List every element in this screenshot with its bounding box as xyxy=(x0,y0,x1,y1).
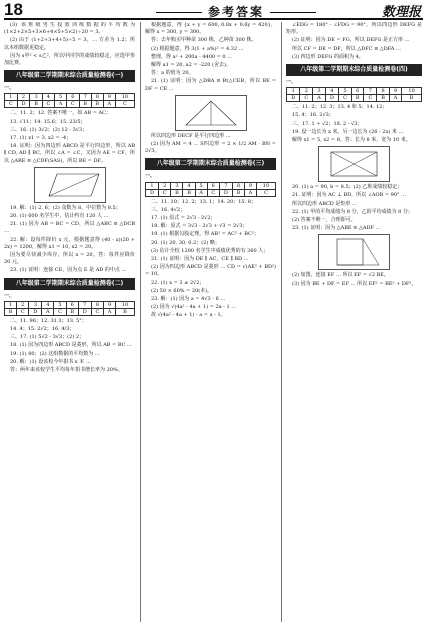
table-cell: D xyxy=(17,101,30,108)
table-cell: 8 xyxy=(232,182,244,189)
answer-text: 20. 解：(1) 设该校今年捐书 x 本 … xyxy=(10,358,91,365)
answer-text: 二、11. 2；12. 3；13. 4 和 5；14. 12； xyxy=(292,104,388,111)
answer-text: 因为 s甲² < s乙²，所以甲同学的成绩较稳定，应选甲参加比赛。 xyxy=(4,52,135,67)
table-cell: 6 xyxy=(351,88,364,95)
table-cell: B xyxy=(171,189,183,196)
brand-logo: 数理报 xyxy=(381,5,421,20)
geometry-figure xyxy=(34,167,106,203)
table-cell: A xyxy=(195,189,207,196)
column-1 xyxy=(4,22,135,622)
answer-text: 三、16. (1) 3√2；(2) 12 - 3√3； xyxy=(10,126,88,133)
answer-text: 三、17. (1) 5√2 - 3√3；(2) 2； xyxy=(10,334,85,341)
answer-text: (3) 四边形 DEFG 的面积为 4。 xyxy=(292,53,364,60)
table-cell: A xyxy=(313,95,325,102)
table-cell: C xyxy=(67,101,80,108)
answer-text: 20. (1) 600 名学生中，估计约有 120 人 … xyxy=(10,213,109,220)
answer-text: 15. 4；16. 2√3； xyxy=(292,112,334,119)
table-cell: B xyxy=(183,189,195,196)
table-cell: C xyxy=(115,101,134,108)
table-cell: 6 xyxy=(67,94,80,101)
table-cell: 4 xyxy=(42,301,54,308)
column-2 xyxy=(145,22,276,622)
answer-text: 17. (1) x1 = 3, x2 = -4； xyxy=(10,135,72,142)
table-cell: 5 xyxy=(54,301,66,308)
table-cell: 2 xyxy=(300,88,313,95)
answer-text: 解得 x1 = 5, x2 = 8。答：长为 8 米，宽为 10 米。 xyxy=(292,137,411,144)
answer-text: (2) 因为 √(4a² - 4a + 1) = 2a - 1 … xyxy=(151,304,237,311)
table-cell: 1 xyxy=(5,301,17,308)
answer-text: 所以 CF = DE = DF，所以 △DFC ≅ △DFA … xyxy=(292,45,401,52)
table-cell: D xyxy=(287,95,300,102)
answer-text: (3) 估计全校 1200 名学生中成绩优秀的有 360 人； xyxy=(151,247,269,254)
table-cell: 7 xyxy=(364,88,377,95)
answer-text: 23. (1) 证明：连接 CE，因为点 E 是 AD 的中点 … xyxy=(10,267,127,274)
table-cell: B xyxy=(232,189,244,196)
table-cell: B xyxy=(91,101,103,108)
table-cell: B xyxy=(351,95,364,102)
table-row xyxy=(146,182,276,189)
table-cell: 4 xyxy=(42,94,55,101)
answer-text: 21. (1) 因为 AB = BC = CD，所以 △ABC ≌ △DCB … xyxy=(4,221,135,235)
table-cell: 10 xyxy=(115,301,134,308)
table-cell: 3 xyxy=(171,182,183,189)
table-cell: A xyxy=(244,189,256,196)
table-cell: C xyxy=(54,308,66,315)
table-cell: 6 xyxy=(207,182,219,189)
answer-text: (2) 如图，连接 EF … 所以 EF = √2 BE。 xyxy=(292,272,389,279)
answer-text: (3) 因为 BE + DF = EF … 所以 EF² = BE² + DF²。 xyxy=(292,280,417,287)
table-cell: 4 xyxy=(183,182,195,189)
table-cell: 7 xyxy=(219,182,232,189)
table-row xyxy=(146,189,276,196)
answer-text: 17. (1) 原式 = 2√3 - 2√2； xyxy=(151,215,216,222)
table-row xyxy=(287,95,422,102)
table-cell: C xyxy=(364,95,377,102)
table-cell: 9 xyxy=(389,88,401,95)
section-banner: 八年级第二学期期末综合质量检测卷(三) xyxy=(145,158,276,170)
table-cell: A xyxy=(389,95,401,102)
table-cell: B xyxy=(402,95,422,102)
answer-text: (3) 该班级男生投篮训练数据的平均数为 (1×2+2×5+3×6+4×5+5×2)÷20 = 3。 xyxy=(4,22,135,36)
answer-text: 19. 解：(1) 2, 6；(2) 众数为 8，中位数为 8.5； xyxy=(10,204,121,211)
table-cell: D xyxy=(146,189,159,196)
answer-text: (2) 证明：因为 DE = FG，所以 DEFG 是正方形 … xyxy=(292,37,410,44)
column-divider xyxy=(140,22,141,622)
answer-text: 14. 4；15. 2√2；16. 4/3； xyxy=(10,326,75,333)
table-cell: 8 xyxy=(377,88,390,95)
table-cell: 1 xyxy=(5,94,18,101)
table-cell: C xyxy=(91,308,103,315)
table-cell: 3 xyxy=(30,94,42,101)
answer-text: 二、11. 2；12. 答案不唯一，如 AB = AC； xyxy=(10,110,111,117)
table-cell: C xyxy=(17,308,29,315)
table-cell: C xyxy=(5,101,18,108)
answer-text: 19. 设一边长为 x 米，另一边长为 (26 - 2x) 米 … xyxy=(292,128,404,135)
column-divider xyxy=(281,22,282,622)
triangle-figure xyxy=(176,96,246,130)
table-cell: 7 xyxy=(79,94,91,101)
answer-text: 20. (1) a = 90, b = 8.5；(2) 乙班成绩较稳定； xyxy=(292,184,403,191)
answer-text: 20. (1) 20, 30, 0.2；(2) 略； xyxy=(151,239,220,246)
answer-text: 答：去年购买甲种苗 300 株，乙种苗 300 株。 xyxy=(151,37,257,44)
table-cell: A xyxy=(55,101,67,108)
answer-text: 根据题意，得 {x + y = 600, 0.8x + 0.6y = 420}，解得 x = 300, y = 300。 xyxy=(145,22,276,36)
table-cell: A xyxy=(103,101,115,108)
section-banner: 八年级第二学期期末综合质量检测卷(一) xyxy=(4,70,135,82)
answer-text: 23. (1) 证明：因为 △ABE ≅ △ADF … xyxy=(292,225,381,232)
square-figure xyxy=(319,235,389,269)
table-cell: 2 xyxy=(17,94,30,101)
table-cell: 8 xyxy=(91,94,103,101)
table-cell: C xyxy=(256,189,275,196)
section-label: 一、 xyxy=(145,173,156,180)
answer-text: 因为要尽快减少库存，所以 x = 20。答：每件应降价 20 元。 xyxy=(4,252,135,266)
answer-text: (2) 50 × 60% = 20(本)。 xyxy=(151,287,213,294)
answer-text: 18. 解：原式 = 3√3 - 2√3 + √3 = 2√3； xyxy=(151,223,248,230)
table-cell: B xyxy=(79,101,91,108)
answer-text: 19. (1) 根据勾股定理，得 AB² = AC² + BC²； xyxy=(151,231,259,238)
answer-text: (2) 由于 (1+2+3+4+5)÷5 = 3，… 方差为 1.2；所以本组数据更稳定。 xyxy=(4,37,135,51)
answer-table xyxy=(145,182,276,197)
answer-text: 二、11. 10；12. 2；13. 1；14. 20；15. 8； xyxy=(151,198,256,205)
geometry-figure xyxy=(175,95,247,131)
answer-text: 22. 解：设每件降价 x 元，根据题意得 (40 - x)(20 + 2x) = 1200，解得 x1 = 10, x2 = 20。 xyxy=(4,236,135,250)
table-cell: B xyxy=(115,308,134,315)
parallelogram-figure xyxy=(35,168,105,202)
answer-text: 所以四边形 ABCD 是矩形 … xyxy=(292,200,357,207)
answer-table xyxy=(4,301,135,316)
answer-table xyxy=(4,93,135,108)
answer-text: 18. 证明：因为四边形 ABCD 是平行四边形，所以 AB ∥ CD, AD ∥ BC，所以 ∠A = ∠C，又因为 AE = CF，所以 △ABE ≌ △CDF(SAS)，所以 BE = DF。 xyxy=(4,143,135,164)
table-cell: 9 xyxy=(104,301,116,308)
table-cell: A xyxy=(42,308,54,315)
answer-table xyxy=(286,87,422,102)
table-cell: 1 xyxy=(287,88,300,95)
answer-text: 13. √11；14. 15.6；15. 23/5； xyxy=(10,118,86,125)
answer-text: 23. 解：(1) 因为 a = 4√3 - 6 … xyxy=(151,296,226,303)
answer-text: (2) 因为 AM = 4 … S四边形 = 2 × 1/2 AM · BN = 2√3。 xyxy=(145,141,276,155)
table-cell: 9 xyxy=(103,94,115,101)
table-cell: A xyxy=(104,308,116,315)
table-cell: 2 xyxy=(158,182,170,189)
answer-text: ∠EDG = 180° - ∠FDG = 90°，所以四边形 DEFG 是矩形。 xyxy=(286,22,422,36)
table-cell: C xyxy=(207,189,219,196)
table-cell: 3 xyxy=(313,88,325,95)
section-banner: 八年级第二学期期末综合质量检测卷(四) xyxy=(286,64,422,76)
geometry-figure xyxy=(318,234,390,270)
answer-text: (2) 根据题意，得 3(1 + a%)² = 4.32 … xyxy=(151,45,244,52)
table-cell: 7 xyxy=(78,301,91,308)
table-cell: 4 xyxy=(325,88,338,95)
table-cell: 5 xyxy=(195,182,207,189)
table-row xyxy=(5,301,135,308)
answer-text: 答：a 的值为 20。 xyxy=(151,70,194,77)
table-cell: 2 xyxy=(17,301,29,308)
table-cell: B xyxy=(30,101,42,108)
table-cell: 1 xyxy=(146,182,159,189)
table-cell: C xyxy=(158,189,170,196)
answer-text: (2) 答案不唯一，合理即可。 xyxy=(292,217,356,224)
table-cell: 10 xyxy=(402,88,422,95)
answer-text: 19. (1) 80；(2) 这组数据的平均数为 … xyxy=(10,350,100,357)
table-cell: 8 xyxy=(91,301,103,308)
answer-text: 解得 a1 = 20, a2 = -220 (舍去)。 xyxy=(151,62,231,69)
column-3 xyxy=(286,22,422,622)
answer-text: 21. (1) 证明：因为 DE ∥ AC，CE ∥ BD … xyxy=(151,256,249,263)
page-title: 参考答案 xyxy=(150,3,322,20)
answer-text: (2) 因为四边形 ABCD 是菱形 … CD = √(AE² + BD²) = 10。 xyxy=(145,264,276,278)
answer-text: 三、17. 1 + √2；18. 2 - √3； xyxy=(292,120,363,127)
section-label: 一、 xyxy=(4,292,15,299)
answer-text: 22. (1) x = 3 ± 2√2； xyxy=(151,279,205,286)
answer-text: 整理，得 a² + 200a - 4400 = 0 … xyxy=(151,53,233,60)
table-cell: 10 xyxy=(256,182,275,189)
table-cell: D xyxy=(325,95,338,102)
table-cell: 5 xyxy=(339,88,352,95)
answer-text: 22. (1) 甲的平均成绩为 8 分，乙的平均成绩为 8 分； xyxy=(292,208,413,215)
section-banner: 八年级第二学期期末综合质量检测卷(二) xyxy=(4,278,135,290)
page-number: 18 xyxy=(4,0,23,19)
table-cell: B xyxy=(66,308,78,315)
answer-text: 答：两年来该校学生平均每年捐书增长率为 20%。 xyxy=(10,367,123,374)
table-cell: B xyxy=(5,308,17,315)
table-row xyxy=(5,94,135,101)
geometry-figure xyxy=(318,146,390,182)
quadrilateral-figure xyxy=(319,147,389,181)
answer-text: 21. (1) 证明：因为 △DBA ≅ Rt△CEB，所以 BE = DF = CE … xyxy=(145,78,276,92)
section-label: 一、 xyxy=(4,85,15,92)
section-label: 一、 xyxy=(286,79,297,86)
table-row xyxy=(5,308,135,315)
table-cell: 9 xyxy=(244,182,256,189)
table-cell: 10 xyxy=(115,94,134,101)
table-cell: 6 xyxy=(66,301,78,308)
table-cell: D xyxy=(29,308,42,315)
header-rule xyxy=(4,18,423,20)
answer-text: 21. 证明：因为 AC ⊥ BD，所以 ∠AOB = 90° … xyxy=(292,192,407,199)
table-cell: 3 xyxy=(29,301,42,308)
answer-text: 二、11. 96；12. 31.3；13. 5°； xyxy=(10,317,87,324)
table-cell: D xyxy=(78,308,91,315)
table-cell: C xyxy=(339,95,352,102)
table-cell: C xyxy=(300,95,313,102)
page-header xyxy=(0,0,427,18)
table-cell: C xyxy=(42,101,55,108)
table-row xyxy=(287,88,422,95)
answer-text: 三、16. 4√2； xyxy=(151,206,186,213)
answer-block xyxy=(4,22,135,67)
answer-text: 18. (1) 因为四边形 ABCD 是菱形，所以 AB = BC … xyxy=(10,342,133,349)
answer-text: 所以四边形 DECF 是平行四边形 … xyxy=(151,132,231,139)
table-cell: B xyxy=(377,95,390,102)
table-row xyxy=(5,101,135,108)
table-cell: D xyxy=(219,189,232,196)
answer-text: 故 √(4a² - 4a + 1) - a = a - 1。 xyxy=(151,312,226,319)
table-cell: 5 xyxy=(55,94,67,101)
